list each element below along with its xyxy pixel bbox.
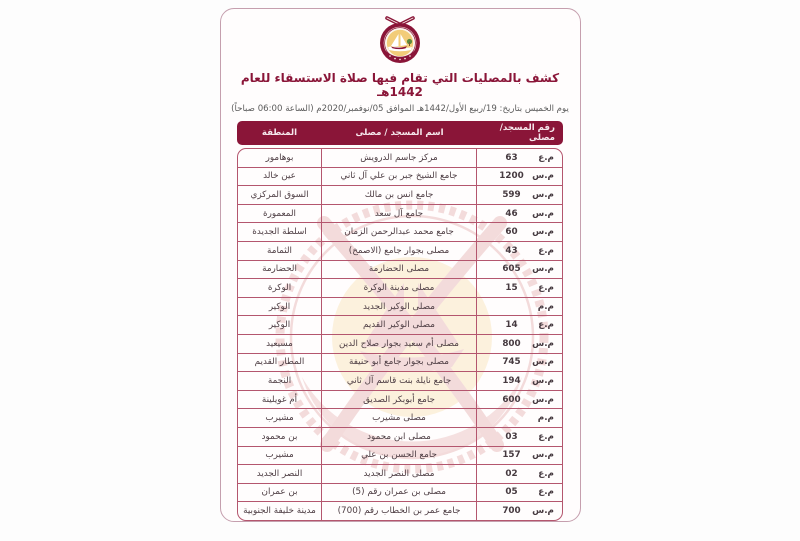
area-cell: الوكرة bbox=[267, 282, 292, 293]
mosque-name-cell: مصلى الوكير الجديد bbox=[321, 298, 476, 316]
mosque-name-cell: جامع انس بن مالك bbox=[321, 186, 476, 204]
area-cell: مشيرب bbox=[265, 413, 294, 424]
mosque-number: 60 bbox=[505, 227, 518, 238]
mosque-number-cell bbox=[476, 279, 562, 297]
mosque-type-code: م.س bbox=[532, 338, 554, 349]
mosque-number: 800 bbox=[502, 338, 521, 349]
mosque-number: 03 bbox=[505, 431, 518, 442]
mosque-number-cell bbox=[476, 409, 562, 427]
mosque-name-cell: جامع آل سعد bbox=[321, 205, 476, 223]
table-row bbox=[238, 186, 562, 205]
mosque-number: 02 bbox=[505, 468, 518, 479]
mosque-table bbox=[237, 121, 563, 521]
col-header-mosque-number: رقم المسجد/مصلى bbox=[499, 123, 555, 143]
mosque-number-cell bbox=[476, 484, 562, 502]
area-cell: الثمامة bbox=[267, 245, 292, 256]
mosque-number-cell bbox=[476, 391, 562, 409]
mosque-name-cell: مصلى مدينة الوكرة bbox=[321, 279, 476, 297]
mosque-type-code: م.ع bbox=[538, 320, 554, 331]
mosque-number: 600 bbox=[502, 394, 521, 405]
mosque-type-code: م.س bbox=[532, 264, 554, 275]
area-cell: عين خالد bbox=[263, 171, 296, 182]
mosque-number-cell bbox=[476, 428, 562, 446]
table-row bbox=[238, 465, 562, 484]
mosque-type-code: م.ع bbox=[538, 431, 554, 442]
table-row bbox=[238, 205, 562, 224]
table-body bbox=[237, 148, 563, 521]
mosque-number: 15 bbox=[505, 282, 518, 293]
mosque-number-cell bbox=[476, 242, 562, 260]
table-row bbox=[238, 372, 562, 391]
mosque-type-code: م.س bbox=[532, 227, 554, 238]
mosque-type-code: م.س bbox=[532, 189, 554, 200]
table-row bbox=[238, 391, 562, 410]
mosque-name-cell: مصلى بن عمران رقم (5) bbox=[321, 484, 476, 502]
table-row bbox=[238, 298, 562, 317]
area-cell: بن محمود bbox=[261, 431, 298, 442]
mosque-number: 605 bbox=[502, 264, 521, 275]
mosque-number-cell bbox=[476, 335, 562, 353]
area-cell: الوكير bbox=[268, 320, 291, 331]
table-row bbox=[238, 261, 562, 280]
mosque-name-cell: مصلى الحضارمة bbox=[321, 261, 476, 279]
area-cell: المطار القديم bbox=[254, 357, 305, 368]
area-cell: النصر الجديد bbox=[256, 468, 303, 479]
mosque-type-code: م.س bbox=[532, 208, 554, 219]
area-cell: النجمة bbox=[267, 375, 292, 386]
mosque-number-cell bbox=[476, 372, 562, 390]
mosque-number: 157 bbox=[502, 450, 521, 461]
table-row bbox=[238, 223, 562, 242]
mosque-number-cell bbox=[476, 447, 562, 465]
mosque-number: 63 bbox=[505, 152, 518, 163]
mosque-type-code: م.ع bbox=[538, 282, 554, 293]
mosque-name-cell: جامع أبوبكر الصديق bbox=[321, 391, 476, 409]
mosque-number-cell bbox=[476, 316, 562, 334]
page-title: كشف بالمصليات التي تقام فيها صلاة الاستسقاء للعام 1442هـ bbox=[240, 71, 560, 99]
col-header-mosque-name: اسم المسجد / مصلى bbox=[355, 128, 444, 138]
table-row bbox=[238, 335, 562, 354]
document-card bbox=[220, 8, 581, 522]
area-cell: الوكير bbox=[268, 301, 291, 312]
mosque-name-cell: جامع الشيخ جبر بن علي آل ثاني bbox=[321, 168, 476, 186]
mosque-number: 745 bbox=[502, 357, 521, 368]
mosque-type-code: م.ع bbox=[538, 152, 554, 163]
mosque-name-cell: مصلى ابن محمود bbox=[321, 428, 476, 446]
area-cell: بن عمران bbox=[261, 487, 298, 498]
mosque-number-cell bbox=[476, 502, 562, 520]
mosque-name-cell: مصلى النصر الجديد bbox=[321, 465, 476, 483]
mosque-name-cell: مصلى بجوار جامع (الاصمخ) bbox=[321, 242, 476, 260]
table-row bbox=[238, 447, 562, 466]
mosque-type-code: م.س bbox=[532, 506, 554, 517]
mosque-type-code: م.ع bbox=[538, 468, 554, 479]
mosque-type-code: م.م bbox=[537, 413, 554, 424]
table-row bbox=[238, 502, 562, 520]
mosque-number-cell bbox=[476, 354, 562, 372]
area-cell: بوهامور bbox=[265, 152, 294, 163]
area-cell: اسلطة الجديدة bbox=[252, 227, 307, 238]
mosque-number: 1200 bbox=[499, 171, 524, 182]
table-row bbox=[238, 279, 562, 298]
table-row bbox=[238, 168, 562, 187]
mosque-number: 599 bbox=[502, 189, 521, 200]
mosque-name-cell: مصلى بجوار جامع أبو حنيفة bbox=[321, 354, 476, 372]
mosque-name-cell: مصلى الوكير القديم bbox=[321, 316, 476, 334]
area-cell: الحضارمة bbox=[262, 264, 297, 275]
table-row bbox=[238, 484, 562, 503]
mosque-number-cell bbox=[476, 223, 562, 241]
table-row bbox=[238, 316, 562, 335]
area-cell: مدينة خليفة الجنوبية bbox=[243, 506, 316, 517]
mosque-type-code: م.س bbox=[532, 357, 554, 368]
mosque-number-cell bbox=[476, 168, 562, 186]
table-row bbox=[238, 428, 562, 447]
table-row bbox=[238, 242, 562, 261]
mosque-name-cell: مصلى مشيرب bbox=[321, 409, 476, 427]
mosque-type-code: م.ع bbox=[538, 245, 554, 256]
mosque-name-cell: جامع عمر بن الخطاب رقم (700) bbox=[321, 502, 476, 520]
area-cell: مسيعيد bbox=[266, 338, 293, 349]
mosque-type-code: م.س bbox=[532, 394, 554, 405]
mosque-type-code: م.س bbox=[532, 375, 554, 386]
mosque-number: 700 bbox=[502, 506, 521, 517]
mosque-name-cell: مصلى أم سعيد بجوار صلاح الدين bbox=[321, 335, 476, 353]
mosque-number-cell bbox=[476, 186, 562, 204]
table-row bbox=[238, 354, 562, 373]
mosque-number: 43 bbox=[505, 245, 518, 256]
mosque-number-cell bbox=[476, 298, 562, 316]
mosque-number: 194 bbox=[502, 375, 521, 386]
table-row bbox=[238, 409, 562, 428]
mosque-number: 46 bbox=[505, 208, 518, 219]
mosque-type-code: م.س bbox=[532, 450, 554, 461]
mosque-type-code: م.م bbox=[537, 301, 554, 312]
area-cell: السوق المركزي bbox=[250, 189, 309, 200]
mosque-number-cell bbox=[476, 149, 562, 167]
col-header-area: المنطقة bbox=[261, 128, 298, 138]
qatar-emblem-icon bbox=[378, 14, 422, 64]
mosque-number-cell bbox=[476, 205, 562, 223]
mosque-name-cell: جامع نايلة بنت قاسم آل ثاني bbox=[321, 372, 476, 390]
area-cell: أم غويلينة bbox=[261, 394, 298, 405]
area-cell: المعمورة bbox=[263, 208, 296, 219]
mosque-name-cell: جامع الحسن بن علي bbox=[321, 447, 476, 465]
mosque-name-cell: جامع محمد عبدالرحمن الزمان bbox=[321, 223, 476, 241]
mosque-number-cell bbox=[476, 261, 562, 279]
page-subtitle: يوم الخميس بتاريخ: 19/ربيع الأول/1442هـ الموافق 05/نوفمبر/2020م (الساعة 06:00 صباحاً) bbox=[231, 104, 569, 114]
mosque-number: 14 bbox=[505, 320, 518, 331]
mosque-name-cell: مركز جاسم الدرويش bbox=[321, 149, 476, 167]
mosque-type-code: م.س bbox=[532, 171, 554, 182]
mosque-number-cell bbox=[476, 465, 562, 483]
table-row bbox=[238, 149, 562, 168]
mosque-type-code: م.ع bbox=[538, 487, 554, 498]
area-cell: مشيرب bbox=[265, 450, 294, 461]
mosque-number: 05 bbox=[505, 487, 518, 498]
table-header-row bbox=[237, 121, 563, 145]
